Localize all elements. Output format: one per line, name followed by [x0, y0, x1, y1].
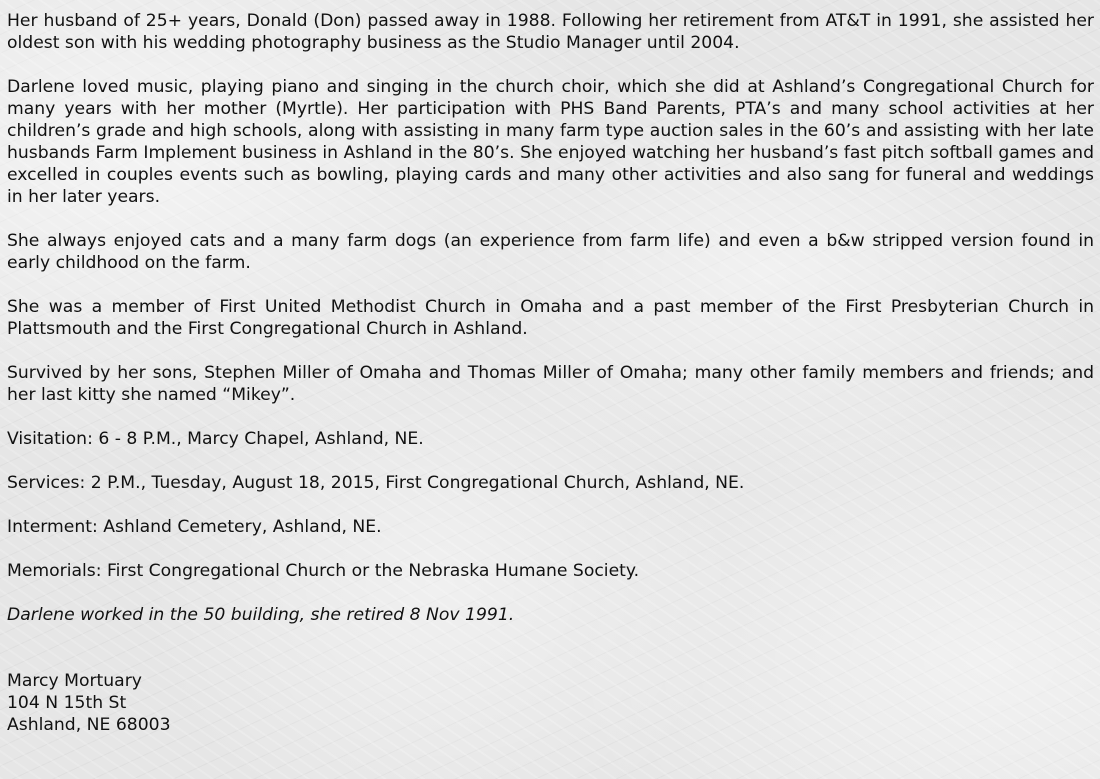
paragraph-church-membership: She was a member of First United Methodist Church in Omaha and a past member of the First Presbyterian Church in Plattsmouth and the First Congregational Church in Ashland.	[7, 297, 1094, 339]
obituary-page	[7, 10, 1094, 736]
work-note: Darlene worked in the 50 building, she retired 8 Nov 1991.	[7, 605, 515, 625]
memorials-line: Memorials: First Congregational Church or the Nebraska Humane Society.	[7, 561, 640, 581]
services-line: Services: 2 P.M., Tuesday, August 18, 2015, First Congregational Church, Ashland, NE.	[7, 473, 745, 493]
mortuary-address	[7, 670, 1094, 736]
paragraph-husband-retirement: Her husband of 25+ years, Donald (Don) passed away in 1988. Following her retirement from AT&T in 1991, she assisted her oldest son with his wedding photography business as the Studio Manager until 2004.	[7, 11, 1094, 53]
interment-line: Interment: Ashland Cemetery, Ashland, NE.	[7, 517, 382, 537]
paragraph-survivors: Survived by her sons, Stephen Miller of Omaha and Thomas Miller of Omaha; many other family members and friends; and her last kitty she named “Mikey”.	[7, 363, 1094, 405]
paragraph-pets: She always enjoyed cats and a many farm dogs (an experience from farm life) and even a b&w stripped version found in early childhood on the farm.	[7, 231, 1094, 273]
paragraph-music-activities: Darlene loved music, playing piano and singing in the church choir, which she did at Ashland’s Congregational Church for many years with her mother (Myrtle). Her participation with PHS Band Parents, PTA’s and many school activities at her children’s grade and high schools, along with assisting in many farm type auction sales in the 60’s and assisting with her late husbands Farm Implement business in Ashland in the 80’s. She enjoyed watching her husband’s fast pitch softball games and excelled in couples events such as bowling, playing cards and many other activities and also sang for funeral and weddings in her later years.	[7, 77, 1094, 207]
mortuary-street: 104 N 15th St	[7, 693, 127, 713]
mortuary-city-state-zip: Ashland, NE 68003	[7, 715, 171, 735]
visitation-line: Visitation: 6 - 8 P.M., Marcy Chapel, Ashland, NE.	[7, 429, 424, 449]
mortuary-name: Marcy Mortuary	[7, 671, 142, 691]
